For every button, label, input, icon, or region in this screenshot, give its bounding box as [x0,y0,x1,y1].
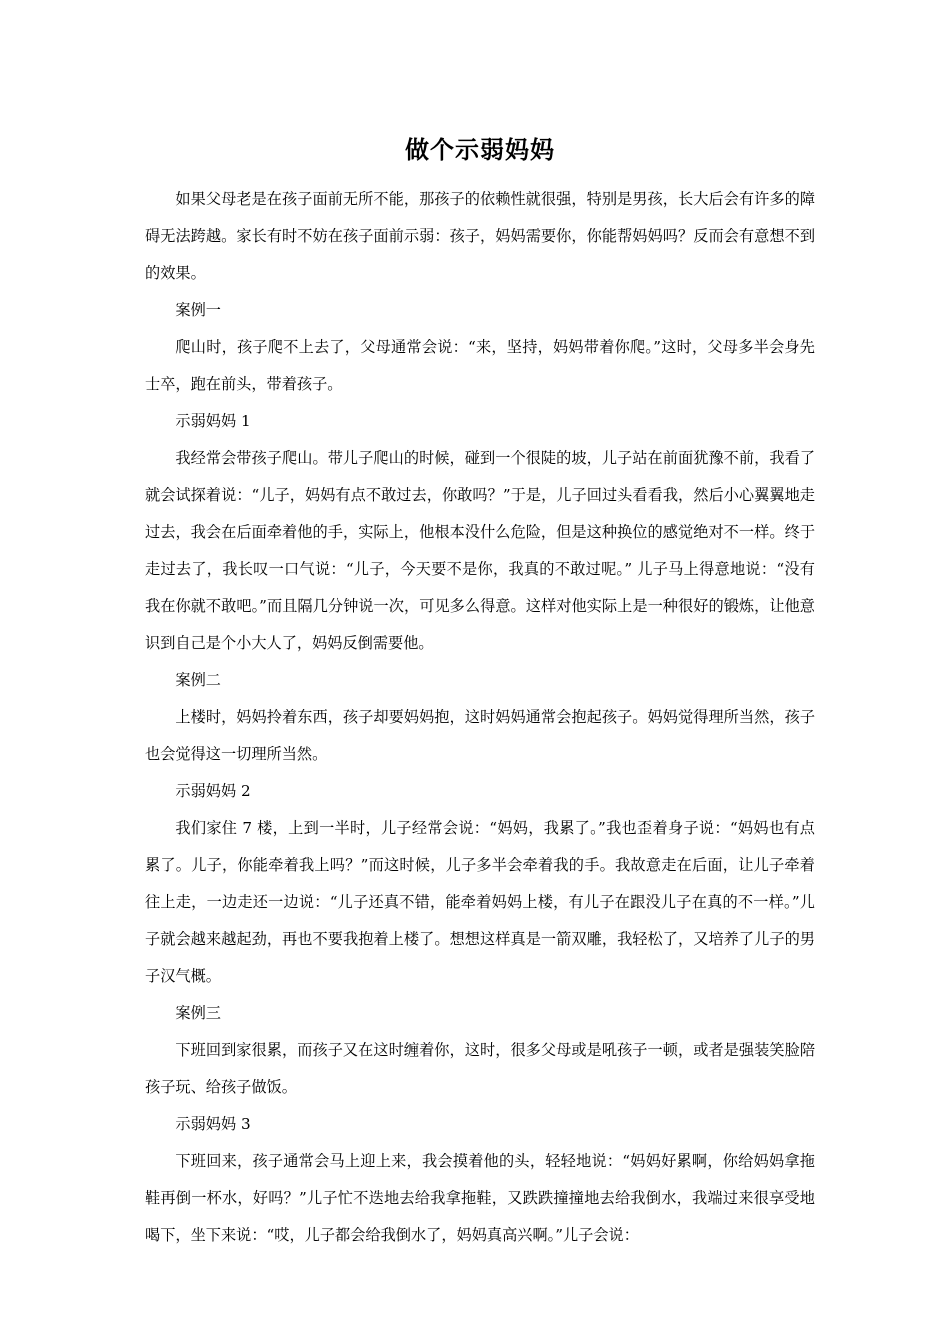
section-label: 示弱妈妈 1 [175,412,251,430]
body-paragraph: 下班回到家很累，而孩子又在这时缠着你，这时，很多父母或是吼孩子一顿，或者是强装笑脸陪孩子玩、给孩子做饭。 [145,1041,815,1096]
section-label: 案例二 [175,671,221,689]
document-title: 做个示弱妈妈 [405,135,555,164]
body-paragraph: 爬山时，孩子爬不上去了，父母通常会说：“来，坚持，妈妈带着你爬。”这时，父母多半会身先士卒，跑在前头，带着孩子。 [145,338,815,393]
body-paragraph: 如果父母老是在孩子面前无所不能，那孩子的依赖性就很强，特别是男孩，长大后会有许多的障碍无法跨越。家长有时不妨在孩子面前示弱：孩子，妈妈需要你，你能帮妈妈吗？反而会有意想不到的效果。 [145,190,815,282]
body-paragraph: 我们家住 7 楼，上到一半时，儿子经常会说：“妈妈，我累了。”我也歪着身子说：“妈妈也有点累了。儿子，你能牵着我上吗？”而这时候，儿子多半会牵着我的手。我故意走在后面，让儿子牵着往上走，一边走还一边说：“儿子还真不错，能牵着妈妈上楼，有儿子在跟没儿子在真的不一样。”儿子就会越来越起劲，再也不要我抱着上楼了。想想这样真是一箭双雕，我轻松了，又培养了儿子的男子汉气概。 [145,819,815,985]
section-label: 案例一 [175,301,221,319]
document-page [145,133,815,1254]
body-paragraph: 我经常会带孩子爬山。带儿子爬山的时候，碰到一个很陡的坡，儿子站在前面犹豫不前，我看了就会试探着说：“儿子，妈妈有点不敢过去，你敢吗？”于是，儿子回过头看看我，然后小心翼翼地走过去，我会在后面牵着他的手，实际上，他根本没什么危险，但是这种换位的感觉绝对不一样。终于走过去了，我长叹一口气说：“儿子，今天要不是你，我真的不敢过呢。” 儿子马上得意地说：“没有我在你就不敢吧。”而且隔几分钟说一次，可见多么得意。这样对他实际上是一种很好的锻炼，让他意识到自己是个小大人了，妈妈反倒需要他。 [145,449,815,652]
section-label: 示弱妈妈 3 [175,1115,251,1133]
document-body [145,181,815,1254]
section-label: 案例三 [175,1004,221,1022]
section-label: 示弱妈妈 2 [175,782,251,800]
body-paragraph: 上楼时，妈妈拎着东西，孩子却要妈妈抱，这时妈妈通常会抱起孩子。妈妈觉得理所当然，孩子也会觉得这一切理所当然。 [145,708,815,763]
body-paragraph: 下班回来，孩子通常会马上迎上来，我会摸着他的头，轻轻地说：“妈妈好累啊，你给妈妈拿拖鞋再倒一杯水，好吗？”儿子忙不迭地去给我拿拖鞋，又跌跌撞撞地去给我倒水，我端过来很享受地喝下，坐下来说：“哎，儿子都会给我倒水了，妈妈真高兴啊。”儿子会说： [145,1152,815,1244]
